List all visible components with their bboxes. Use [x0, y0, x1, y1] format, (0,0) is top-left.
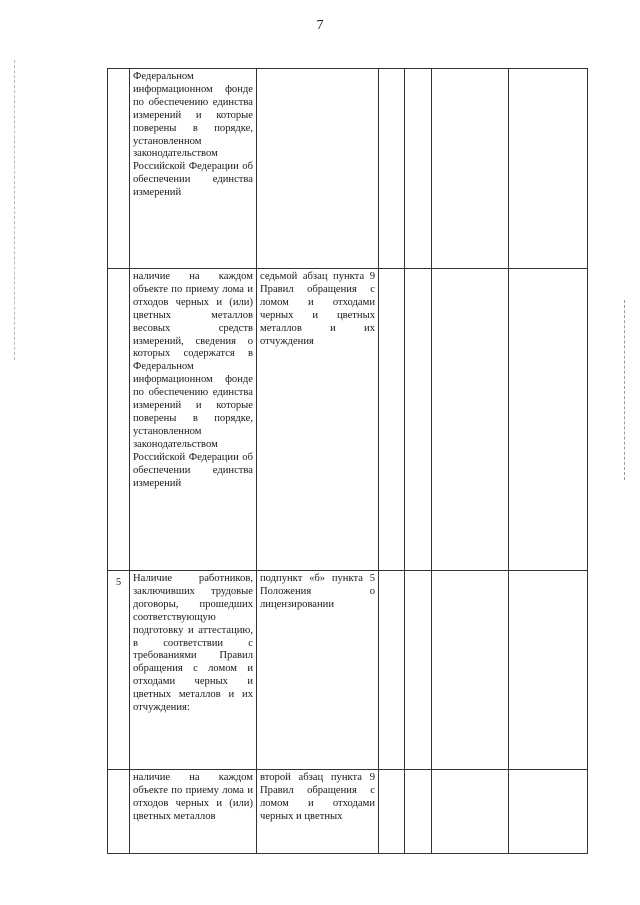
- empty-cell: [379, 269, 405, 571]
- table-row: [108, 770, 588, 854]
- empty-cell: [405, 269, 432, 571]
- table-row: [108, 69, 588, 269]
- row-number: [108, 269, 130, 571]
- empty-cell: [509, 571, 588, 770]
- empty-cell: [432, 269, 509, 571]
- empty-cell: [379, 69, 405, 269]
- empty-cell: [509, 269, 588, 571]
- scan-margin-mark-left: [14, 60, 16, 360]
- empty-cell: [432, 571, 509, 770]
- requirement-cell: наличие на каждом объекте по приему лома и отходов черных и (или) цветных металлов весовых средств измерений, сведения о которых содержатся в Федеральном информационном фонде по обеспечению единства измерений и которые поверены в порядке, установленном законодательством Российской Федерации об обеспечении единства измерений: [130, 269, 257, 571]
- page-number: 7: [316, 18, 324, 33]
- row-number: 5: [108, 571, 130, 770]
- requirement-cell: наличие на каждом объекте по приему лома и отходов черных и (или) цветных металлов: [130, 770, 257, 854]
- empty-cell: [432, 770, 509, 854]
- row-number: [108, 69, 130, 269]
- reference-cell: второй абзац пункта 9 Правил обращения с ломом и отходами черных и цветных: [257, 770, 379, 854]
- table-row: [108, 269, 588, 571]
- empty-cell: [379, 571, 405, 770]
- empty-cell: [432, 69, 509, 269]
- requirement-cell: Наличие работников, заключивших трудовые договоры, прошедших соответствующую подготовку и аттестацию, в соответствии с требованиями Правил обращения с ломом и отходами черных и цветных металлов и их отчуждения:: [130, 571, 257, 770]
- empty-cell: [405, 770, 432, 854]
- reference-cell: седьмой абзац пункта 9 Правил обращения с ломом и отходами черных и цветных металлов и их отчуждения: [257, 269, 379, 571]
- empty-cell: [379, 770, 405, 854]
- empty-cell: [509, 69, 588, 269]
- reference-cell: [257, 69, 379, 269]
- requirement-cell: Федеральном информационном фонде по обеспечению единства измерений и которые поверены в порядке, установленном законодательством Российской Федерации об обеспечении единства измерений: [130, 69, 257, 269]
- reference-cell: подпункт «б» пункта 5 Положения о лицензировании: [257, 571, 379, 770]
- scan-margin-mark-right: [624, 300, 626, 480]
- row-number: [108, 770, 130, 854]
- empty-cell: [405, 571, 432, 770]
- empty-cell: [509, 770, 588, 854]
- empty-cell: [405, 69, 432, 269]
- table-row: [108, 571, 588, 770]
- requirements-table: [107, 68, 588, 854]
